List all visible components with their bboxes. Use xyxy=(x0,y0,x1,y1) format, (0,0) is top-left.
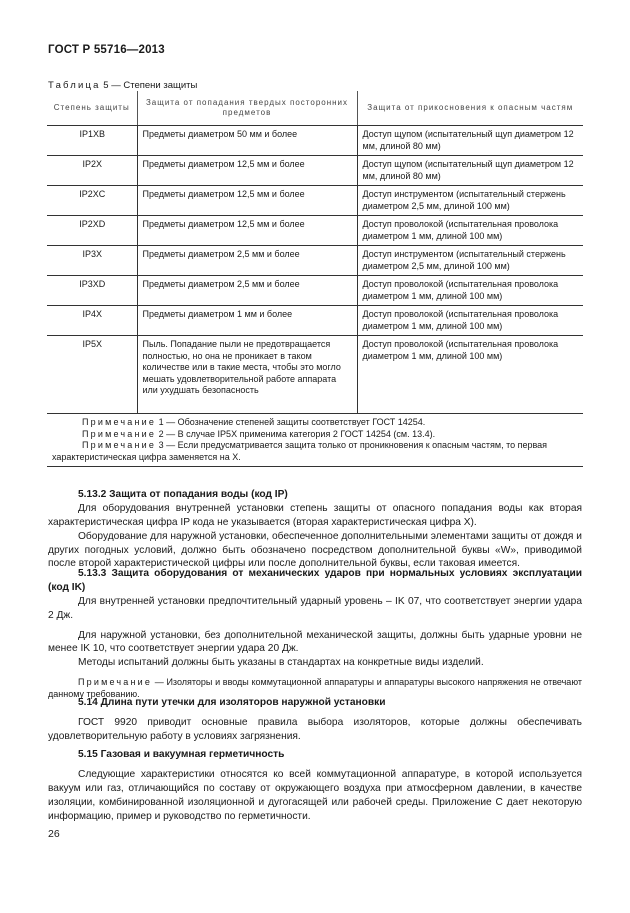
note-text: 1 — Обозначение степеней защиты соответствует ГОСТ 14254. xyxy=(156,417,426,428)
degree-code: IP4X xyxy=(47,306,137,336)
solid-protection: Предметы диаметром 1 мм и более xyxy=(137,306,357,336)
section-5-13-2 xyxy=(48,488,582,571)
note-label: Примечание xyxy=(82,428,157,439)
touch-protection: Доступ щупом (испытательный щуп диаметром 12 мм, длиной 80 мм) xyxy=(357,156,583,186)
touch-protection: Доступ проволокой (испытательная проволока диаметром 1 мм, длиной 100 мм) xyxy=(357,306,583,336)
degree-code: IP2XD xyxy=(47,216,137,246)
touch-protection: Доступ щупом (испытательный щуп диаметром 12 мм, длиной 80 мм) xyxy=(357,126,583,156)
degree-code: IP1XB xyxy=(47,126,137,156)
note-text: 3 — Если предусматривается защита только от проникновения к опасным частям, то первая характеристическая цифра заменяется на X. xyxy=(52,440,548,462)
table-row xyxy=(47,306,583,336)
solid-protection: Предметы диаметром 12,5 мм и более xyxy=(137,216,357,246)
table-caption-label: Таблица xyxy=(48,80,101,91)
paragraph: Для наружной установки, без дополнительной механической защиты, должны быть ударные уровни не менее IK 10, что соответствует энергии удара 20 Дж. xyxy=(48,629,582,655)
section-heading: 5.14 Длина пути утечки для изоляторов наружной установки xyxy=(78,697,386,708)
table-row xyxy=(47,186,583,216)
table-row xyxy=(47,126,583,156)
document-header: ГОСТ Р 55716—2013 xyxy=(48,44,165,56)
note-label: Примечание xyxy=(82,440,157,451)
section-5-14 xyxy=(48,696,582,744)
table-caption xyxy=(48,80,197,91)
protection-degrees-table xyxy=(47,91,583,467)
table-caption-text: 5 — Степени защиты xyxy=(100,80,198,91)
note-label: Примечание xyxy=(78,677,153,688)
table-header-row xyxy=(47,91,583,126)
degree-code: IP5X xyxy=(47,336,137,414)
page-number: 26 xyxy=(48,828,60,840)
column-header-hazardous-parts: Защита от прикосновения к опасным частям xyxy=(357,91,583,126)
table-row xyxy=(47,156,583,186)
section-heading: 5.13.2 Защита от попадания воды (код IP) xyxy=(78,489,288,500)
section-5-15 xyxy=(48,748,582,823)
solid-protection: Предметы диаметром 12,5 мм и более xyxy=(137,186,357,216)
note-label: Примечание xyxy=(82,417,157,428)
table-row xyxy=(47,336,583,414)
solid-protection: Пыль. Попадание пыли не предотвращается полностью, но она не проникает в таком количестве или в такие места, чтобы это могло мешать удовлетворительной работе аппарата или ухудшать безопасность xyxy=(137,336,357,414)
table-notes xyxy=(47,414,583,467)
note-text: 2 — В случае IP5X применима категория 2 ГОСТ 14254 (см. 13.4). xyxy=(156,428,436,439)
paragraph: ГОСТ 9920 приводит основные правила выбора изоляторов, которые должны обеспечивать удовлетворительную работу в условиях загрязнения. xyxy=(48,716,582,742)
touch-protection: Доступ проволокой (испытательная проволока диаметром 1 мм, длиной 100 мм) xyxy=(357,276,583,306)
table-notes-row xyxy=(47,414,583,467)
solid-protection: Предметы диаметром 2,5 мм и более xyxy=(137,246,357,276)
degree-code: IP2XC xyxy=(47,186,137,216)
table-row xyxy=(47,246,583,276)
table-note xyxy=(52,429,579,441)
note-text: — Изоляторы и вводы коммутационной аппаратуры и аппаратуры высокого напряжения не отвечают данному требованию. xyxy=(48,677,582,700)
table-note xyxy=(52,440,579,463)
paragraph: Для оборудования внутренней установки степень защиты от опасного попадания воды как вторая характеристическая цифра IP кода не указывается (вторая характеристическая цифра X). xyxy=(48,502,582,528)
paragraph: Для внутренней установки предпочтительный ударный уровень – IK 07, что соответствует энергии удара 2 Дж. xyxy=(48,595,582,621)
paragraph: Оборудование для наружной установки, обеспеченное дополнительными элементами защиты от дождя и других погодных условий, должно быть обозначено посредством дополнительной буквы «W», приводимой после второй характеристической цифры или после дополнительной буквы, если таковая имеется. xyxy=(48,530,582,570)
section-heading: 5.15 Газовая и вакуумная герметичность xyxy=(78,749,285,760)
column-header-solid-objects: Защита от попадания твердых посторонних предметов xyxy=(137,91,357,126)
degree-code: IP2X xyxy=(47,156,137,186)
solid-protection: Предметы диаметром 12,5 мм и более xyxy=(137,156,357,186)
touch-protection: Доступ инструментом (испытательный стержень диаметром 2,5 мм, длиной 100 мм) xyxy=(357,246,583,276)
paragraph: Методы испытаний должны быть указаны в стандартах на конкретные виды изделий. xyxy=(78,657,484,669)
section-5-13-3 xyxy=(48,567,582,701)
table-note xyxy=(52,417,579,429)
touch-protection: Доступ проволокой (испытательная проволока диаметром 1 мм, длиной 100 мм) xyxy=(357,216,583,246)
table-row xyxy=(47,216,583,246)
touch-protection: Доступ инструментом (испытательный стержень диаметром 2,5 мм, длиной 100 мм) xyxy=(357,186,583,216)
section-heading: 5.13.3 Защита оборудования от механических ударов при нормальных условиях эксплуатации (код IK) xyxy=(48,568,582,593)
solid-protection: Предметы диаметром 50 мм и более xyxy=(137,126,357,156)
paragraph: Следующие характеристики относятся ко всей коммутационной аппаратуре, в которой используется вакуум или газ, отличающийся по составу от окружающего воздуха при атмосферном давлении, в качестве изоляции, комбинированной изоляционной и дугогасящей или рабочей среды. Приложение С дает некоторую информацию, пример и руководство по герметичности. xyxy=(48,768,582,822)
degree-code: IP3X xyxy=(47,246,137,276)
column-header-degree: Степень защиты xyxy=(47,91,137,126)
solid-protection: Предметы диаметром 2,5 мм и более xyxy=(137,276,357,306)
degree-code: IP3XD xyxy=(47,276,137,306)
table-row xyxy=(47,276,583,306)
touch-protection: Доступ проволокой (испытательная проволока диаметром 1 мм, длиной 100 мм) xyxy=(357,336,583,414)
